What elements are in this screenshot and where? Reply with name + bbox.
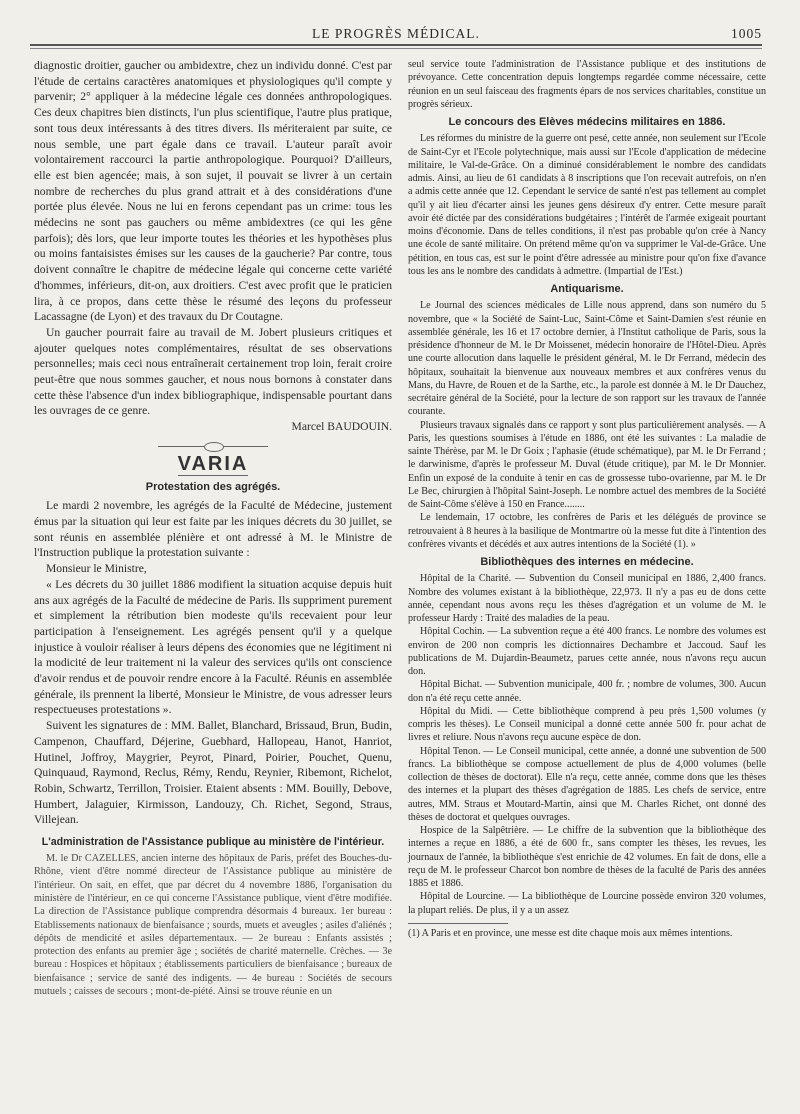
article-paragraph: Le lendemain, 17 octobre, les confrères de Paris et les délégués de province se retrouvaient à 8 heures à la basilique de Montmartre où la messe fut dite à l'intention des confrères vivants et décédés et aux autres intentions de la Société (1). »	[408, 512, 766, 550]
article-paragraph: Monsieur le Ministre,	[46, 562, 147, 576]
page-number: 1005	[731, 26, 762, 41]
section-title: VARIA	[177, 452, 249, 475]
article-heading: Antiquarisme.	[550, 283, 624, 295]
right-column	[408, 58, 766, 940]
journal-title: LE PROGRÈS MÉDICAL.	[312, 26, 480, 41]
article-paragraph: Le mardi 2 novembre, les agrégés de la Faculté de Médecine, justement émus par la situation qui leur est faite par les iniques décrets du 30 juillet, se sont réunis en assemblée plénière et ont adressé à M. le Ministre de l'Instruction publique la protestation suivante :	[34, 499, 392, 560]
footnote: (1) A Paris et en province, une messe est dite chaque mois aux mêmes intentions.	[408, 927, 733, 939]
article-heading: Protestation des agrégés.	[145, 480, 281, 493]
author-signature: Marcel BAUDOUIN.	[291, 420, 392, 434]
article-paragraph: Les réformes du ministre de la guerre ont pesé, cette année, non seulement sur l'Ecole de Saint-Cyr et l'Ecole polytechnique, mais aussi sur l'Ecole d'application de médecine militaire, le Val-de-Grâce. On a diminué considérablement le nombre des candidats admis. Ainsi, au lieu de 61 candidats à 8 inscriptions que l'on recevait autrefois, on n'en a admis cette année que 12. Cependant le service de santé n'est pas tellement au complet qu'il y ait lieu d'écarter ainsi les jeunes gens désireux d'y entrer. Cette mesure paraît avoir été dictée par des considérations budgétaires ; l'intérêt de l'armée exigeait pourtant moins d'économie. Dans de telles conditions, il n'est pas probable qu'on crée à Nancy une école de santé militaire. On prétend même qu'on va supprimer le Val-de-Grâce. Une pétition, en tous cas, est sur le point d'être adressée au ministre pour qu'on fixe d'avance tous les ans le nombre des candidats à admettre. (Impartial de l'Est.)	[408, 133, 766, 277]
footnote-rule	[408, 923, 508, 924]
article-heading: Le concours des Elèves médecins militaires en 1886.	[448, 116, 726, 128]
review-paragraph: Un gaucher pourrait faire au travail de M. Jobert plusieurs critiques et ajouter quelques notes complémentaires, résultat de ses observations personnelles; mais ceci nous entraînerait certainement trop loin, ferait croire peut-être que nous sommes gaucher, et nous nous bornons à constater dans cette thèse l'absence d'un index bibliographique, indispensable pourtant dans les ouvrages de ce genre.	[34, 325, 392, 418]
library-entry: Hôpital de Lourcine. — La bibliothèque de Lourcine possède environ 320 volumes, la plupart reliés. De plus, il y a un assez	[408, 891, 766, 916]
library-entry: Hospice de la Salpêtrière. — Le chiffre de la subvention que la bibliothèque des internes a reçue en 1886, a été de 600 fr., sans compter les thèses, les revues, les journaux de l'année, la bibliothèque s'est enrichie de 42 volumes. En fait de dons, elle a reçu de M. le professeur Charcot bon nombre de thèses de la faculté de Paris des années 1885 et 1886.	[408, 825, 766, 889]
header-rule	[30, 44, 762, 49]
page-header	[30, 24, 762, 46]
article-paragraph: « Les décrets du 30 juillet 1886 modifient la situation acquise depuis huit ans aux agrégés de la Faculté de médecine de Paris. Ils suppriment purement et simplement la rétribution bien modeste qu'ils recevaient pour leur participation à l'enseignement. Les agrégés pensent qu'il y a quelque injustice à vouloir réaliser à leurs dépens des économies que ne légitiment ni la modicité de leur traitement ni la valeur des services qu'ils ont conscience d'avoir rendus et de pouvoir rendre encore à la Faculté. Réunis en assemblée générale, ils prennent la liberté, Monsieur le Ministre, de vous adresser leurs respectueuses protestations ».	[34, 577, 392, 717]
library-entry: Hôpital Cochin. — La subvention reçue a été 400 francs. Le nombre des volumes est environ de 200 non compris les dictionnaires Dechambre et Jaccoud. Sauf les publications de M. Dujardin-Beaumetz, parues cette année, nous n'avons reçu aucun don.	[408, 626, 766, 677]
library-entry: Hôpital Tenon. — Le Conseil municipal, cette année, a donné une subvention de 500 francs. La bibliothèque se compose actuellement de plus de 4,000 volumes (belle collection de thèses de doctorat). Elle n'a reçu, cette année, comme dons que les thèses des internes et la plupart des thèses d'agrégation de 1885. Les chefs de service, entre autres, MM. Straus et Moutard-Martin, ainsi que M. Charles Richet, ont donné des thèses de doctorat et quelques ouvrages.	[408, 745, 766, 823]
library-entry: Hôpital de la Charité. — Subvention du Conseil municipal en 1886, 2,400 francs. Nombre des volumes existant à la bibliothèque, 22,973. Il n'y a pas eu de dons cette année, cependant nous avons reçu les thèses d'agrégation et un volume de M. le professeur Hardy : Traité des maladies de la peau.	[408, 573, 766, 624]
left-column	[34, 58, 392, 998]
library-entry: Hôpital du Midi. — Cette bibliothèque comprend à peu près 1,500 volumes (y compris les thèses). Le Conseil municipal a donné cette année 500 fr. pour achat de livres et reliure. Nous n'avons reçu aucune espèce de don.	[408, 705, 766, 744]
article-paragraph: Suivent les signatures de : MM. Ballet, Blanchard, Brissaud, Brun, Budin, Campenon, Chauffard, Déjerine, Guebhard, Hallopeau, Hanot, Hanriot, Hutinel, Joffroy, Maygrier, Peyrot, Pinard, Poirier, Pouchet, Quenu, Quinquaud, Raymond, Reclus, Rémy, Rendu, Reynier, Ribemont, Richelot, Robin, Schwartz, Terrillon, Troisier. Etaient absents : MM. Bouilly, Debove, Humbert, Jalaguier, Kirmisson, Landouzy, Ch. Richet, Segond, Straus, Villejean.	[34, 719, 392, 827]
article-paragraph: M. le Dr CAZELLES, ancien interne des hôpitaux de Paris, préfet des Bouches-du-Rhône, vient d'être nommé directeur de l'Assistance publique au ministère de l'intérieur. On sait, en effet, que par décret du 4 novembre 1886, l'organisation du ministère de l'intérieur, en ce qui concerne l'Assistance publique, vient d'être modifiée. La direction de l'Assistance publique comprendra désormais 4 bureaux. 1er bureau : Etablissements nationaux de bienfaisance ; sourds, muets et aveugles ; asiles d'aliénés ; dépôts de mendicité et asiles départementaux. — 2e bureau : Enfants assistés ; protection des enfants au premier âge ; sociétés de charité maternelle. Crèches. — 3e bureau : Hospices et hôpitaux ; établissements particuliers de bienfaisance ; bureaux de bienfaisance ; service de santé des indigents. — 4e bureau : Sociétés de secours mutuels ; caisses de secours ; mont-de-piété. Ainsi se trouve réunie en un	[34, 853, 392, 998]
article-heading: L'administration de l'Assistance publique au ministère de l'intérieur.	[41, 836, 385, 849]
ornament-divider	[158, 441, 268, 453]
article-paragraph: seul service toute l'administration de l'Assistance publique et des institutions de prévoyance. Cette concentration depuis longtemps regardée comme nécessaire, cette réunion en un seul faisceau des fragments épars de nos services charitables, constitue un progrès sérieux.	[408, 59, 766, 110]
article-paragraph: Le Journal des sciences médicales de Lille nous apprend, dans son numéro du 5 novembre, que « la Société de Saint-Luc, Saint-Côme et Saint-Damien s'est réunie en assemblée générale, les 16 et 17 octobre dernier, à l'Institut catholique de Paris, sous la présidence d'honneur de M. le Dr Moissenet, médecin honoraire de l'Hôtel-Dieu. Après une courte allocution dans laquelle le président général, M. le Dr Ferrand, médecin des hôpitaux, souhaitait la bienvenue aux nouveaux membres et aux confrères venus du Mans, du Havre, de Rouen et de la Sarthe, etc., la parole est donnée à M. le Dr Dauchez, secrétaire général de la Société, pour la lecture de son rapport sur les travaux de l'année courante.	[408, 300, 766, 418]
article-heading: Bibliothèques des internes en médecine.	[480, 556, 694, 568]
library-entry: Hôpital Bichat. — Subvention municipale, 400 fr. ; nombre de volumes, 300. Aucun don n'a été reçu cette année.	[408, 679, 766, 704]
article-paragraph: Plusieurs travaux signalés dans ce rapport y sont plus particulièrement analysés. — A Paris, les questions soumises à l'étude en 1886, ont été les suivantes : La maladie de sainte Thérèse, par M. le Dr Goix ; l'aphasie (étude schématique), par M. le Dr Ferrand ; le darwinisme, d'après le professeur M. Duval (étude critique), par M. le Dr Monnier. Enfin un exposé de la conduite à tenir en cas de grossesse tubo-ovarienne, par M. le Dr Le Bec, chirurgien à l'hôpital Saint-Joseph. Le nombre actuel des membres de la Société de Saint-Côme s'élève à 150 en France........	[408, 419, 766, 510]
review-paragraph: diagnostic droitier, gaucher ou ambidextre, chez un individu donné. C'est par l'étude de certains caractères anatomiques et physiologiques qu'il compte y parvenir; 2° appliquer à la médecine légale ces données anthropologiques. Ces deux chapitres bien distincts, l'un plus scientifique, l'autre plus pratique, sont tous deux intéressants à des titres divers. Ils mériteraient par suite, ce nous semble, une part égale dans ce travail. L'auteur paraît avoir volontairement raccourci la partie anthropologique. Pourquoi? D'ailleurs, elle est bien agencée; mais, à son sujet, il pouvait se livrer à un certain nombre de recherches du plus grand attrait et à des considérations d'une portée plus élevée. Nous ne lui en ferons cependant pas un crime: tous les médecins ne sont pas gauchers ou même ambidextres (ce qui les gêne parfois); dès lors, que leur importe toutes les théories et les hypothèses plus ou moins fantaisistes émises sur les causes de la gaucherie? Par contre, tous doivent connaître le chapitre de médecine légale qui concerne cette variété d'hommes, inférieurs, dit-on, aux droitiers. C'est avec profit que le praticien lira, à ce propos, dans cette thèse le résumé des leçons du professeur Lacassagne (de Lyon) et des travaux du Dr Coutagne.	[34, 59, 392, 324]
